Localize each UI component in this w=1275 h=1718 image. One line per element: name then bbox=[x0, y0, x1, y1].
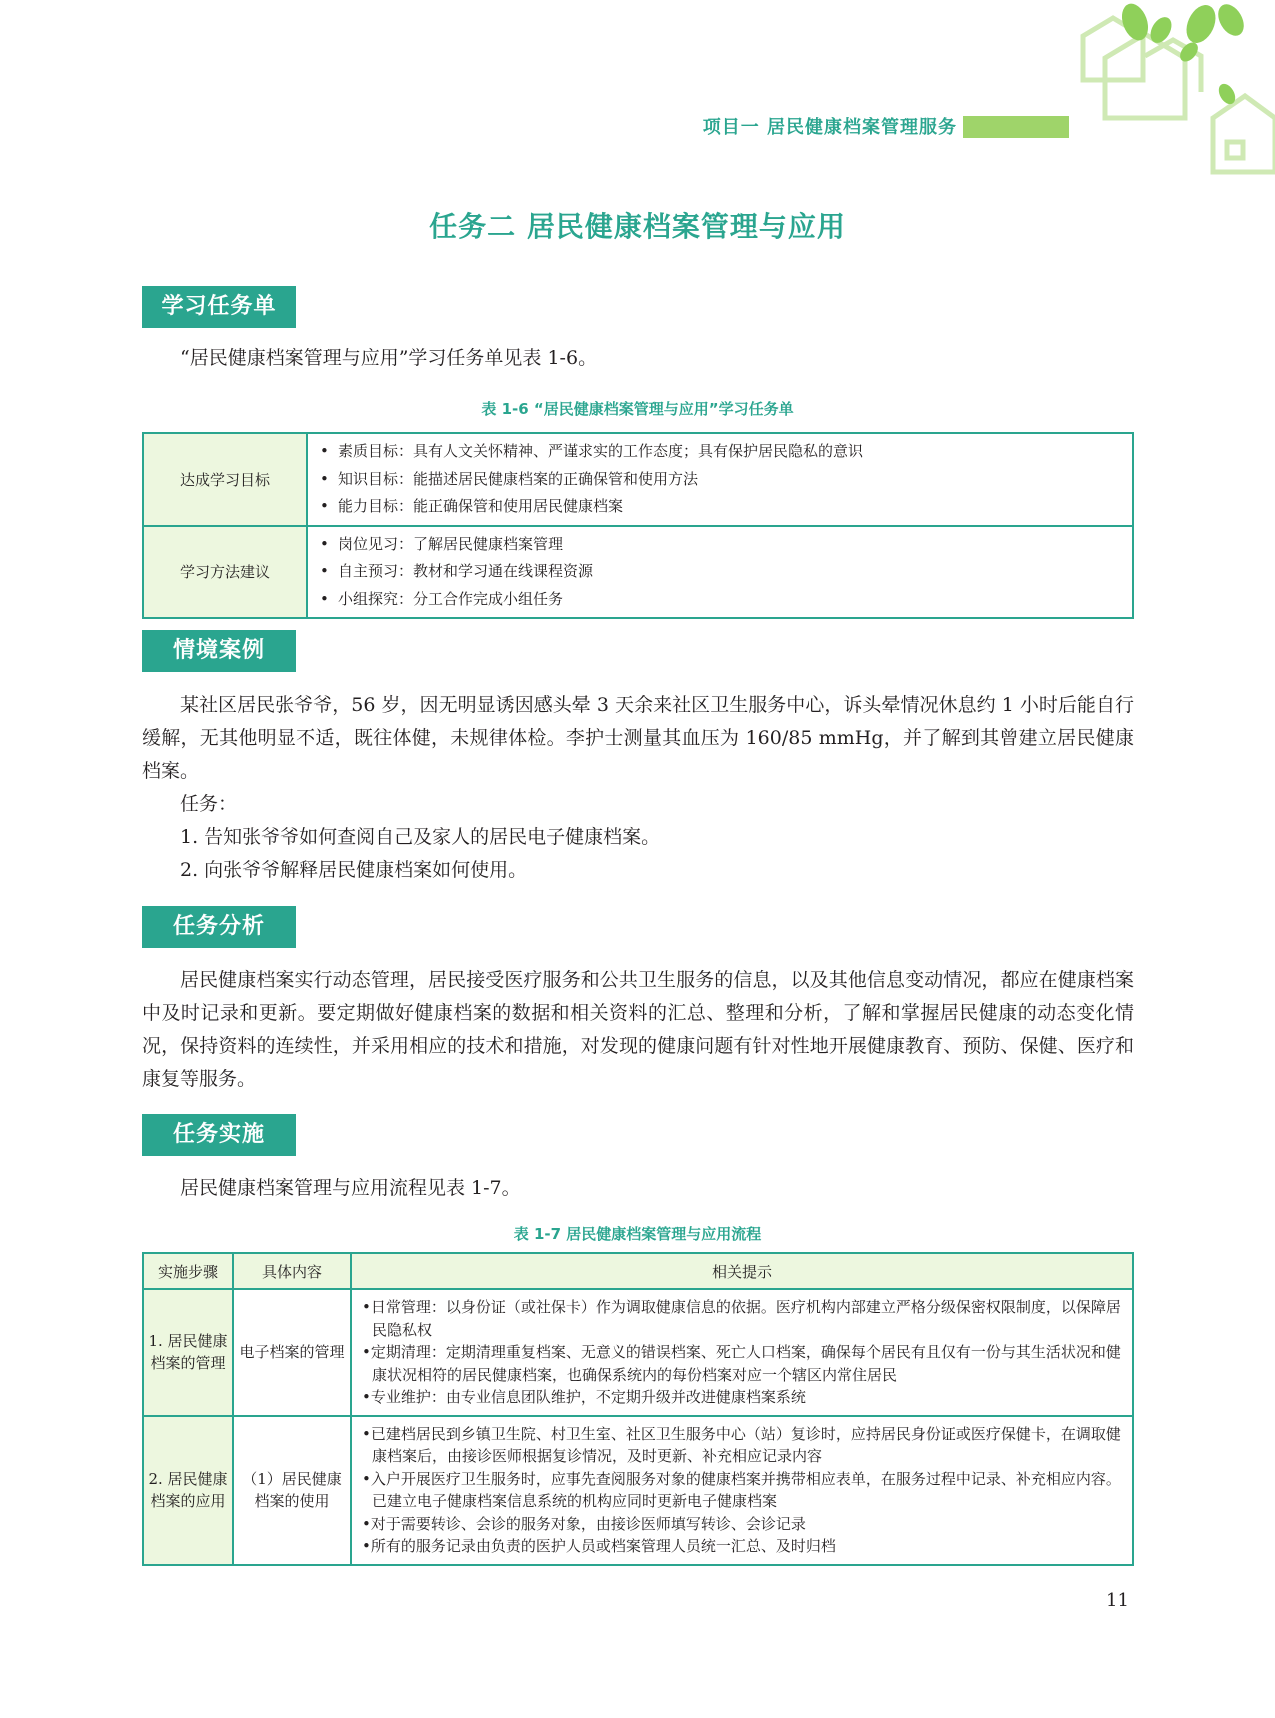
table-row bbox=[143, 1416, 1133, 1565]
list-item: •对于需要转诊、会诊的服务对象，由接诊医师填写转诊、会诊记录 bbox=[362, 1514, 806, 1533]
table-row bbox=[143, 1289, 1133, 1416]
column-header-step: 实施步骤 bbox=[143, 1253, 233, 1289]
list-item: •专业维护：由专业信息团队维护，不定期升级并改进健康档案系统 bbox=[362, 1388, 806, 1406]
table-row bbox=[143, 526, 1133, 619]
column-header-tips: 相关提示 bbox=[351, 1253, 1133, 1289]
table1-caption: 表 1-6 “居民健康档案管理与应用”学习任务单 bbox=[481, 400, 794, 418]
list-item: • 小组探究：分工合作完成小组任务 bbox=[320, 586, 1124, 614]
table-cell-tips bbox=[351, 1289, 1133, 1416]
analysis-paragraph: 居民健康档案实行动态管理，居民接受医疗服务和公共卫生服务的信息，以及其他信息变动情况，都应在健康档案中及时记录和更新。要定期做好健康档案的数据和相关资料的汇总、整理和分析，了解和掌握居民健康的动态变化情况，保持资料的连续性，并采用相应的技术和措施，对发现的健康问题有针对性地开展健康教育、预防、保健、医疗和康复等服务。 bbox=[142, 969, 1134, 1090]
table-cell-step: 2. 居民健康档案的应用 bbox=[143, 1416, 233, 1565]
table-cell-content: 电子档案的管理 bbox=[233, 1289, 351, 1416]
column-header-content: 具体内容 bbox=[233, 1253, 351, 1289]
process-table bbox=[142, 1252, 1134, 1566]
chapter-header: 项目一 居民健康档案管理服务 bbox=[702, 117, 957, 138]
table-header-row bbox=[143, 1253, 1133, 1289]
intro-paragraph-1: “居民健康档案管理与应用”学习任务单见表 1-6。 bbox=[180, 347, 598, 369]
list-item: • 自主预习：教材和学习通在线课程资源 bbox=[320, 558, 1124, 586]
section-label-task-list: 学习任务单 bbox=[142, 286, 296, 328]
table-row-label: 学习方法建议 bbox=[143, 526, 307, 619]
case-task-1: 1. 告知张爷爷如何查阅自己及家人的居民电子健康档案。 bbox=[180, 826, 661, 848]
list-item: • 素质目标：具有人文关怀精神、严谨求实的工作态度；具有保护居民隐私的意识 bbox=[320, 438, 1124, 466]
table-cell-step: 1. 居民健康档案的管理 bbox=[143, 1289, 233, 1416]
case-paragraph: 某社区居民张爷爷，56 岁，因无明显诱因感头晕 3 天余来社区卫生服务中心，诉头晕情况休息约 1 小时后能自行缓解，无其他明显不适，既往体健，未规律体检。李护士测量其血压为 160/85 mmHg，并了解到其曾建立居民健康档案。 bbox=[142, 694, 1134, 782]
page-title: 任务二 居民健康档案管理与应用 bbox=[429, 210, 846, 243]
section-label-analysis: 任务分析 bbox=[142, 906, 296, 948]
table2-caption: 表 1-7 居民健康档案管理与应用流程 bbox=[513, 1225, 762, 1243]
list-item: • 能力目标：能正确保管和使用居民健康档案 bbox=[320, 493, 1124, 521]
list-item: •定期清理：定期清理重复档案、无意义的错误档案、死亡人口档案，确保每个居民有且仅有一份与其生活状况和健康状况相符的居民健康档案，也确保系统内的每份档案对应一个辖区内常住居民 bbox=[362, 1343, 1121, 1384]
section-label-implementation: 任务实施 bbox=[142, 1114, 296, 1156]
table-row-label: 达成学习目标 bbox=[143, 433, 307, 526]
task-list-table bbox=[142, 432, 1134, 619]
list-item: • 知识目标：能描述居民健康档案的正确保管和使用方法 bbox=[320, 466, 1124, 494]
case-task-2: 2. 向张爷爷解释居民健康档案如何使用。 bbox=[180, 859, 528, 881]
list-item: •日常管理：以身份证（或社保卡）作为调取健康信息的依据。医疗机构内部建立严格分级保密权限制度，以保障居民隐私权 bbox=[362, 1298, 1121, 1339]
list-item: •所有的服务记录由负责的医护人员或档案管理人员统一汇总、及时归档 bbox=[362, 1537, 836, 1555]
page-number: 11 bbox=[1106, 1590, 1129, 1611]
list-item: • 岗位见习：了解居民健康档案管理 bbox=[320, 531, 1124, 559]
table-row bbox=[143, 433, 1133, 526]
intro-paragraph-2: 居民健康档案管理与应用流程见表 1-7。 bbox=[180, 1177, 521, 1199]
table-cell-content: （1）居民健康档案的使用 bbox=[233, 1416, 351, 1565]
list-item: •已建档居民到乡镇卫生院、村卫生室、社区卫生服务中心（站）复诊时，应持居民身份证或医疗保健卡，在调取健康档案后，由接诊医师根据复诊情况，及时更新、补充相应记录内容 bbox=[362, 1424, 1121, 1465]
list-item: •入户开展医疗卫生服务时，应事先查阅服务对象的健康档案并携带相应表单，在服务过程中记录、补充相应内容。已建立电子健康档案信息系统的机构应同时更新电子健康档案 bbox=[362, 1469, 1121, 1510]
section-label-case: 情境案例 bbox=[142, 630, 296, 672]
table-cell bbox=[307, 526, 1133, 619]
table-cell-tips bbox=[351, 1416, 1133, 1565]
header-accent-bar bbox=[963, 116, 1069, 138]
table-cell bbox=[307, 433, 1133, 526]
case-task-label: 任务： bbox=[180, 793, 238, 815]
house-leaf-decoration bbox=[945, 0, 1275, 180]
